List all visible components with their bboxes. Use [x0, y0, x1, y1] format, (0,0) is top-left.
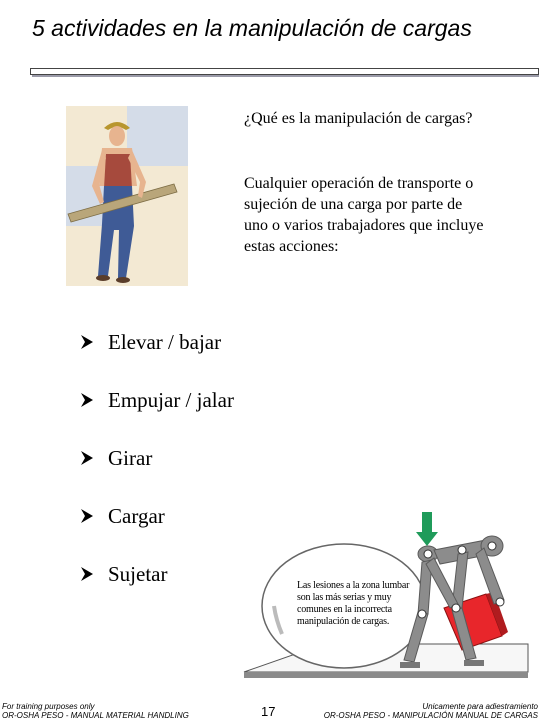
footer-left: [2, 702, 189, 720]
injury-note: Las lesiones a la zona lumbar son las más serias y muy comunes en la incorrecta manipulación de cargas.: [297, 580, 410, 627]
list-item-label: Empujar / jalar: [108, 388, 234, 412]
arrowhead-bullet-icon: [80, 386, 108, 415]
arrowhead-bullet-icon: [80, 560, 108, 589]
list-item: [80, 502, 234, 560]
arrowhead-bullet-icon: [80, 328, 108, 357]
footer-left-line2: OR-OSHA PESO - MANUAL MATERIAL HANDLING: [2, 711, 189, 720]
list-item: [80, 328, 234, 386]
footer-right-line1: Unicamente para adiestramiento: [422, 702, 538, 711]
page-number: 17: [261, 704, 276, 719]
footer-left-line1: For training purposes only: [2, 702, 95, 711]
list-item-label: Girar: [108, 446, 153, 470]
list-item-label: Sujetar: [108, 562, 168, 586]
action-list: [80, 328, 234, 618]
footer-right: [324, 702, 538, 720]
list-item: [80, 560, 234, 618]
arrowhead-bullet-icon: [80, 502, 108, 531]
list-item-label: Elevar / bajar: [108, 330, 222, 354]
list-item: [80, 386, 234, 444]
page-title: 5 actividades en la manipulación de cargas: [32, 15, 472, 41]
worker-carrying-board-illustration: [66, 106, 188, 286]
list-item: [80, 444, 234, 502]
title-rule: [30, 68, 539, 75]
question-text: ¿Qué es la manipulación de cargas?: [244, 110, 473, 127]
list-item-label: Cargar: [108, 504, 165, 528]
arrowhead-bullet-icon: [80, 444, 108, 473]
definition-text: Cualquier operación de transporte o sujeción de una carga por parte de uno o varios trabajadores que incluye estas acciones:: [244, 175, 484, 255]
green-down-arrow-icon: [416, 512, 438, 546]
footer-right-line2: OR-OSHA PESO - MANIPULACIÓN MANUAL DE CARGAS: [323, 711, 538, 720]
